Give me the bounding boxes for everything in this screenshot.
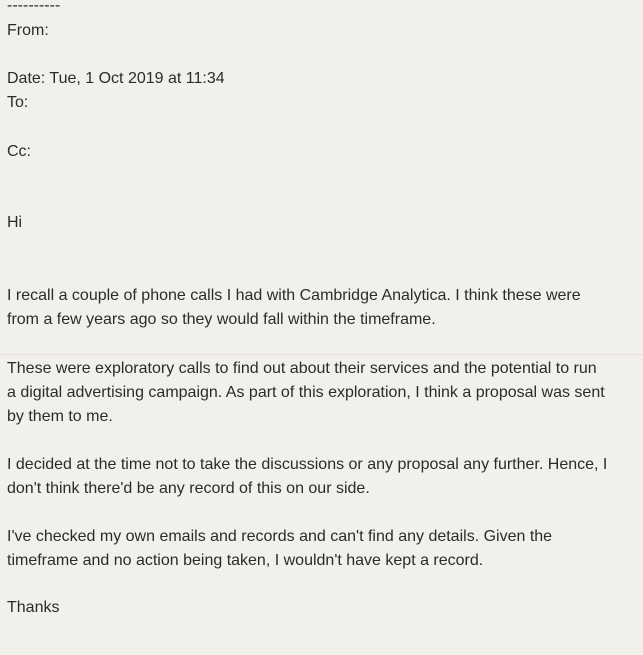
to-label: To:	[7, 94, 29, 111]
paragraph-3	[7, 453, 632, 501]
paragraph-2-line: These were exploratory calls to find out about their services and the potential to run	[7, 360, 597, 377]
date-line: Date: Tue, 1 Oct 2019 at 11:34	[7, 70, 225, 87]
paragraph-1-line: I recall a couple of phone calls I had with Cambridge Analytica. I think these were	[7, 287, 581, 304]
paragraph-3-line: I decided at the time not to take the discussions or any proposal any further. Hence, I	[7, 456, 608, 473]
paragraph-4-line: I've checked my own emails and records and can't find any details. Given the	[7, 528, 553, 545]
paragraph-2-line: a digital advertising campaign. As part of this exploration, I think a proposal was sent	[7, 384, 605, 401]
separator-text: ----------	[7, 0, 61, 14]
signoff: Thanks	[7, 599, 60, 616]
paragraph-1-line: from a few years ago so they would fall within the timeframe.	[7, 311, 436, 328]
paragraph-2-line: by them to me.	[7, 408, 113, 425]
paragraph-3-line: don't think there'd be any record of this on our side.	[7, 480, 370, 497]
from-label: From:	[7, 22, 49, 39]
paragraph-2	[7, 357, 632, 429]
paragraph-4-line: timeframe and no action being taken, I wouldn't have kept a record.	[7, 552, 484, 569]
paragraph-4	[7, 525, 632, 573]
greeting: Hi	[7, 214, 23, 231]
paragraph-1	[7, 284, 632, 332]
divider	[0, 354, 643, 355]
cc-label: Cc:	[7, 143, 31, 160]
